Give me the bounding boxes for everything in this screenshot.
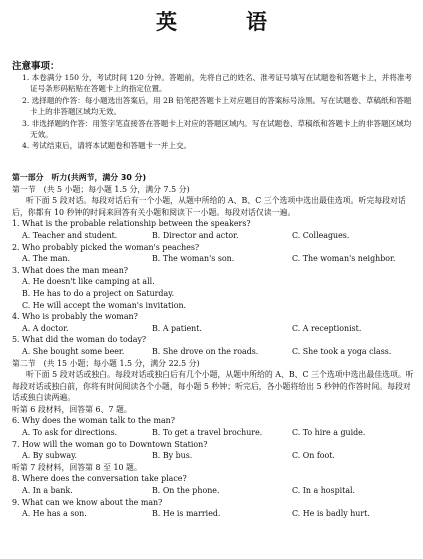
part-heading: 第一部分 听力(共两节，满分 30 分)	[12, 173, 147, 182]
section-heading: 第二节 (共 15 小题；每小题 1.5 分，满分 22.5 分)	[12, 358, 200, 368]
notice-item: 3. 非选择题的作答：用签字笔直接答在答题卡上对应的答题区域内。写在试题卷、草稿纸和答题卡上的非答题区域均无效。	[22, 118, 412, 140]
option-b: B. Director and actor.	[152, 230, 239, 240]
option-a: A. She bought some beer.	[22, 346, 125, 356]
option-a: A. In a bank.	[22, 486, 73, 496]
option-b: B. On the phone.	[152, 486, 220, 496]
section-instructions: 听下面 5 段对话。每段对话后有一个小题，从题中所给的 A、B、C 三个选项中选出最佳选项。听完每段对话后，你都有 10 秒钟的时间来回答有关小题和阅读下一小题。每段对话仅读一遍。	[12, 196, 406, 217]
option-b: B. The woman's son.	[152, 254, 235, 264]
material-note: 听第 7 段材料，回答第 8 至 10 题。	[12, 462, 142, 472]
question-stem: 2. Who probably picked the woman's peaches?	[12, 242, 200, 252]
option-c: C. To hire a guide.	[292, 428, 366, 438]
question-options	[12, 485, 416, 497]
option-a: A. A doctor.	[22, 323, 69, 333]
question-options	[12, 508, 416, 520]
notice-heading: 注意事项：	[12, 61, 60, 72]
question-options	[12, 427, 416, 439]
option-a: A. He doesn't like camping at all.	[22, 277, 155, 287]
question-options	[12, 450, 416, 462]
question-stem: 9. What can we know about the man?	[12, 497, 163, 507]
listening-part	[12, 172, 416, 520]
question-stem: 6. Why does the woman talk to the man?	[12, 416, 175, 426]
question-options	[12, 253, 416, 265]
notice-item: 1. 本卷满分 150 分，考试时间 120 分钟。答题前，先将自己的姓名、准考证号填写在试题卷和答题卡上，并将准考证号条形码粘贴在答题卡上的指定位置。	[22, 73, 413, 94]
question-stem: 5. What did the woman do today?	[12, 335, 147, 345]
option-b: B. By bus.	[152, 451, 193, 461]
option-b: B. A patient.	[152, 323, 202, 333]
option-a: A. Teacher and student.	[22, 230, 118, 240]
option-c: C. In a hospital.	[292, 486, 356, 496]
option-c: C. A receptionist.	[292, 323, 362, 333]
option-c: C. She took a yoga class.	[292, 346, 392, 356]
option-c: C. He is badly hurt.	[292, 509, 370, 519]
question-stem: 3. What does the man mean?	[12, 265, 129, 275]
option-a: A. He has a son.	[22, 509, 87, 519]
option-c: C. Colleagues.	[292, 230, 350, 240]
section-instructions: 听下面 5 段对话或独白。每段对话或独白后有几个小题，从题中所给的 A、B、C 三个选项中选出最佳选项。听每段对话或独白前，你将有时间阅读各个小题，每小题 5 秒钟；听完后，各小题将给出 5 秒钟的作答时间。每段对话或独白读两遍。	[12, 370, 414, 403]
question-options	[12, 346, 416, 358]
option-b: B. He is married.	[152, 509, 221, 519]
material-note: 听第 6 段材料，回答第 6、7 题。	[12, 404, 132, 414]
option-b: B. He has to do a project on Saturday.	[22, 288, 175, 298]
option-c: C. The woman's neighbor.	[292, 254, 396, 264]
option-b: B. She drove on the roads.	[152, 346, 259, 356]
option-a: A. The man.	[22, 254, 71, 264]
option-b: B. To get a travel brochure.	[152, 428, 263, 438]
question-stem: 4. Who is probably the woman?	[12, 312, 138, 322]
notice-list	[12, 72, 414, 152]
option-c: C. He will accept the woman's invitation.	[22, 300, 187, 310]
option-a: A. To ask for directions.	[22, 428, 118, 438]
option-a: A. By subway.	[22, 451, 78, 461]
option-c: C. On foot.	[292, 451, 335, 461]
page-title: 英 语	[156, 10, 291, 34]
question-stem: 1. What is the probable relationship between the speakers?	[12, 219, 251, 229]
notice-item: 4. 考试结束后，请将本试题卷和答题卡一并上交。	[22, 141, 192, 151]
notice-item: 2. 选择题的作答：每小题选出答案后，用 2B 铅笔把答题卡上对应题目的答案标号涂黑。写在试题卷、草稿纸和答题卡上的非答题区域均无效。	[22, 95, 412, 117]
question-options	[12, 230, 416, 242]
section-heading: 第一节 (共 5 小题；每小题 1.5 分，满分 7.5 分)	[12, 184, 190, 194]
question-stem: 8. Where does the conversation take place?	[12, 474, 187, 484]
question-stem: 7. How will the woman go to Downtown Station?	[12, 439, 208, 449]
question-options	[12, 323, 416, 335]
